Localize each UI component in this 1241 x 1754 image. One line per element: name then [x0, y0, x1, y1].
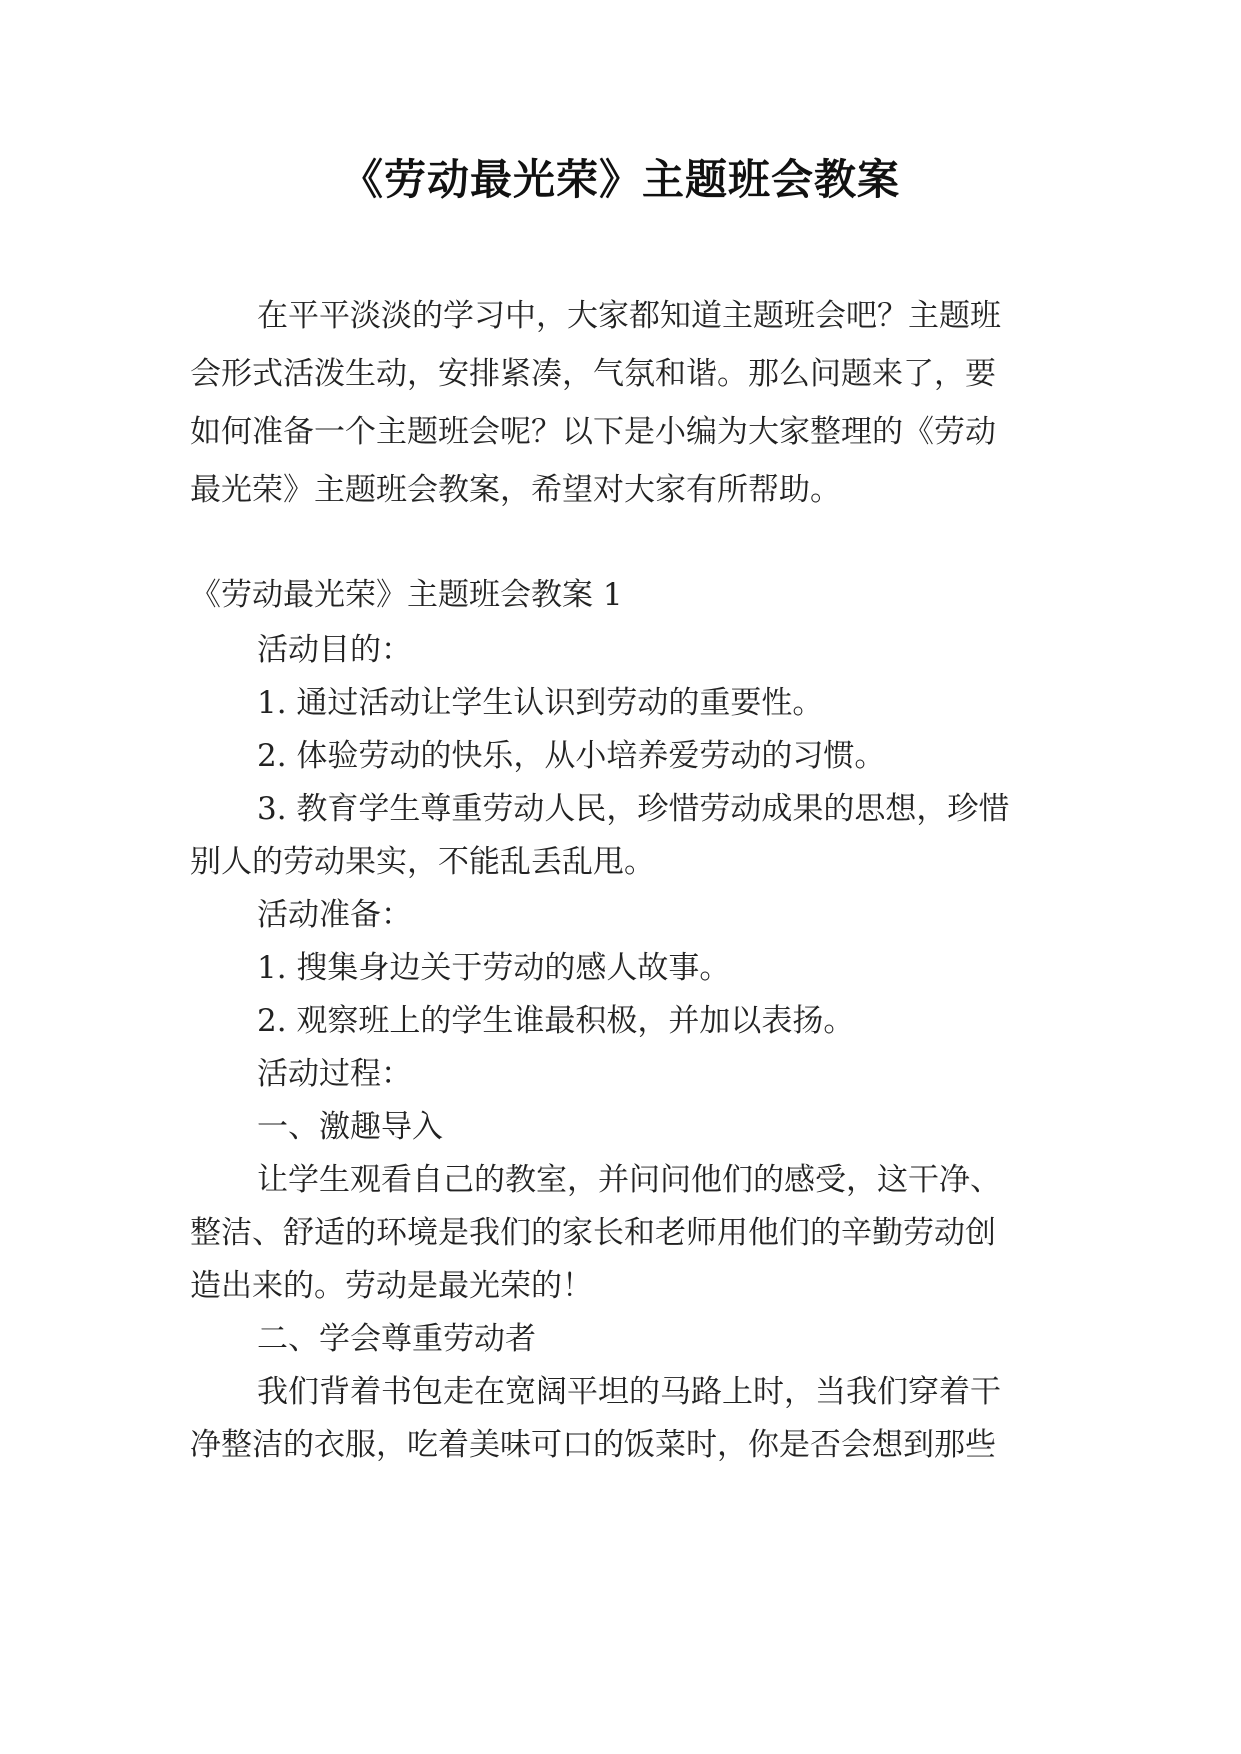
process-step-1-heading: 一、激趣导入	[257, 1109, 443, 1145]
preparation-item-2: 2. 观察班上的学生谁最积极，并加以表扬。	[257, 1003, 855, 1039]
preparation-label: 活动准备：	[257, 897, 412, 933]
process-step-2-line-1: 我们背着书包走在宽阔平坦的马路上时，当我们穿着干	[257, 1374, 1001, 1410]
process-label: 活动过程：	[257, 1056, 412, 1092]
process-step-1-line-2: 整洁、舒适的环境是我们的家长和老师用他们的辛勤劳动创	[190, 1215, 996, 1251]
process-step-1-line-3: 造出来的。劳动是最光荣的！	[190, 1268, 593, 1304]
section-heading: 《劳动最光荣》主题班会教案 1	[190, 577, 623, 613]
intro-line-2: 会形式活泼生动，安排紧凑，气氛和谐。那么问题来了，要	[190, 356, 996, 392]
preparation-item-1: 1. 搜集身边关于劳动的感人故事。	[257, 950, 731, 986]
objective-item-1: 1. 通过活动让学生认识到劳动的重要性。	[257, 685, 824, 721]
process-step-2-heading: 二、学会尊重劳动者	[257, 1321, 536, 1357]
intro-line-4: 最光荣》主题班会教案，希望对大家有所帮助。	[190, 472, 841, 508]
objective-item-3-cont: 别人的劳动果实，不能乱丢乱甩。	[190, 844, 655, 880]
objective-item-2: 2. 体验劳动的快乐，从小培养爱劳动的习惯。	[257, 738, 886, 774]
document-title: 《劳动最光荣》主题班会教案	[340, 155, 900, 204]
intro-line-1: 在平平淡淡的学习中，大家都知道主题班会吧？主题班	[257, 298, 1001, 334]
process-step-1-line-1: 让学生观看自己的教室，并问问他们的感受，这干净、	[257, 1162, 1001, 1198]
intro-line-3: 如何准备一个主题班会呢？以下是小编为大家整理的《劳动	[190, 414, 996, 450]
objective-item-3: 3. 教育学生尊重劳动人民，珍惜劳动成果的思想，珍惜	[257, 791, 1010, 827]
objectives-label: 活动目的：	[257, 632, 412, 668]
process-step-2-line-2: 净整洁的衣服，吃着美味可口的饭菜时，你是否会想到那些	[190, 1427, 996, 1463]
